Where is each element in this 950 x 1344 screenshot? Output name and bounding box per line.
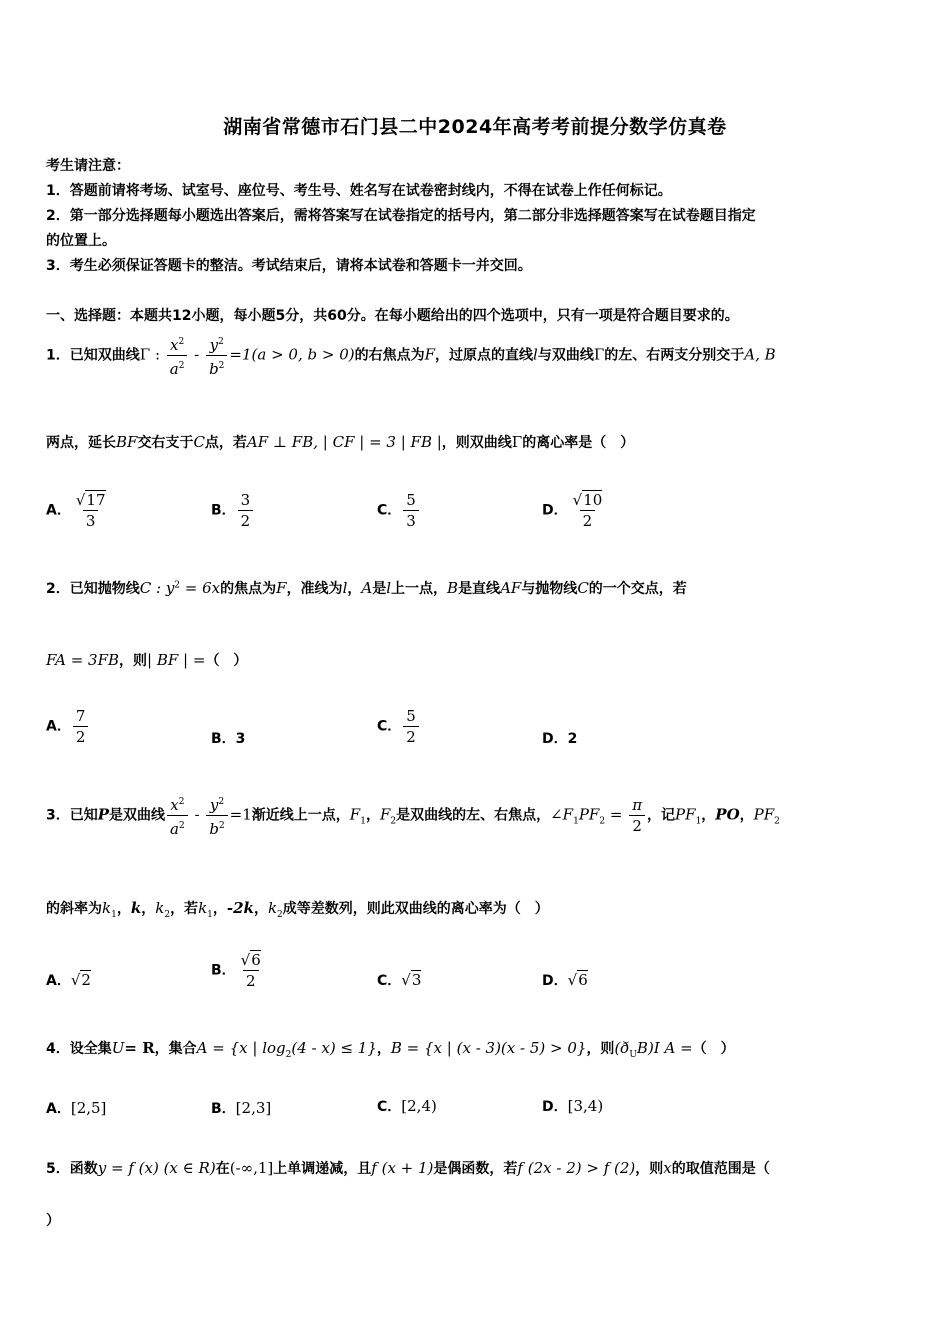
q4-option-a[interactable]: A．[2,5]: [46, 1099, 107, 1117]
question-5-line-1: 5．函数y = f (x) (x ∈ R)在(-∞,1]上单调递减，且f (x + 1)是偶函数，若f (2x - 2) > f (2)，则x的取值范围是（: [46, 1159, 770, 1177]
q3-option-a[interactable]: A．√2: [46, 971, 91, 989]
question-1-line-1: 1．已知双曲线Γ : $\frac{x^2}{a^2}$ - $\frac{y^2}{b^2}$ =1(a > 0, b > 0)的右焦点为F，过原点的直线l与双曲线Γ的左、右两支分别交于A, B: [46, 336, 776, 378]
notice-item: 的位置上。: [46, 233, 116, 249]
q1-option-c[interactable]: C． $\frac{5}{3}$: [377, 490, 421, 531]
question-3-line-1: 3．已知P是双曲线 $\frac{x^2}{a^2}$ - $\frac{y^2}{b^2}$ =1渐近线上一点，$F_1$，$F_2$是双曲线的左、右焦点，$\angle F_1PF_2$ = $\frac{\pi}{2}$ ，记$PF_1$，PO，$PF_2$: [46, 796, 780, 838]
question-2-line-2: FA = 3FB，则| BF | =（ ）: [46, 651, 248, 669]
question-3-line-2: 的斜率为$k_1$，k，$k_2$，若$k_1$，-2k，$k_2$成等差数列，则此双曲线的离心率为（ ）: [46, 899, 549, 920]
notice-item: 3．考生必须保证答题卡的整洁。考试结束后，请将本试卷和答题卡一并交回。: [46, 258, 532, 274]
question-2-line-1: 2．已知抛物线C : $y^2 = 6x$的焦点为F，准线为l，A是l上一点，B是直线AF与抛物线C的一个交点，若: [46, 579, 687, 597]
q3-option-b[interactable]: B． $\frac{√6}{2}$: [211, 951, 261, 990]
q1-option-b[interactable]: B． $\frac{3}{2}$: [211, 490, 255, 531]
q2-option-a[interactable]: A． $\frac{7}{2}$: [46, 706, 90, 747]
notice-item: 1．答题前请将考场、试室号、座位号、考生号、姓名写在试卷密封线内，不得在试卷上作任何标记。: [46, 183, 672, 199]
q1-option-d[interactable]: D． $\frac{√10}{2}$: [542, 491, 603, 530]
question-5-line-2: ）: [46, 1213, 60, 1229]
notice-item: 2．第一部分选择题每小题选出答案后，需将答案写在试卷指定的括号内，第二部分非选择题答案写在试卷题目指定: [46, 208, 756, 224]
section-heading: 一、选择题：本题共12小题，每小题5分，共60分。在每小题给出的四个选项中，只有一项是符合题目要求的。: [46, 308, 739, 324]
q3-option-c[interactable]: C．√3: [377, 971, 422, 989]
notice-heading: 考生请注意：: [46, 158, 130, 174]
q2-option-d[interactable]: D．2: [542, 731, 578, 747]
q2-option-b[interactable]: B．3: [211, 731, 246, 747]
q2-option-c[interactable]: C． $\frac{5}{2}$: [377, 706, 421, 747]
q4-option-b[interactable]: B．[2,3]: [211, 1099, 272, 1117]
q4-option-d[interactable]: D．[3,4): [542, 1097, 604, 1115]
question-1-line-2: 两点，延长BF交右支于C点，若AF ⊥ FB, | CF | = 3 | FB |，则双曲线Γ的离心率是（ ）: [46, 433, 635, 451]
q1-option-a[interactable]: A． $\frac{√17}{3}$: [46, 491, 106, 530]
page-title: 湖南省常德市石门县二中2024年高考考前提分数学仿真卷: [223, 116, 727, 138]
q3-option-d[interactable]: D．√6: [542, 971, 588, 989]
question-4-line-1: 4．设全集U= R，集合A = {x | $\log_2(4 - x) \le 1$}，B = {x | (x - 3)(x - 5) > 0}，则$(ð_UB)I$ A =（ ）: [46, 1039, 735, 1060]
q4-option-c[interactable]: C．[2,4): [377, 1097, 437, 1115]
